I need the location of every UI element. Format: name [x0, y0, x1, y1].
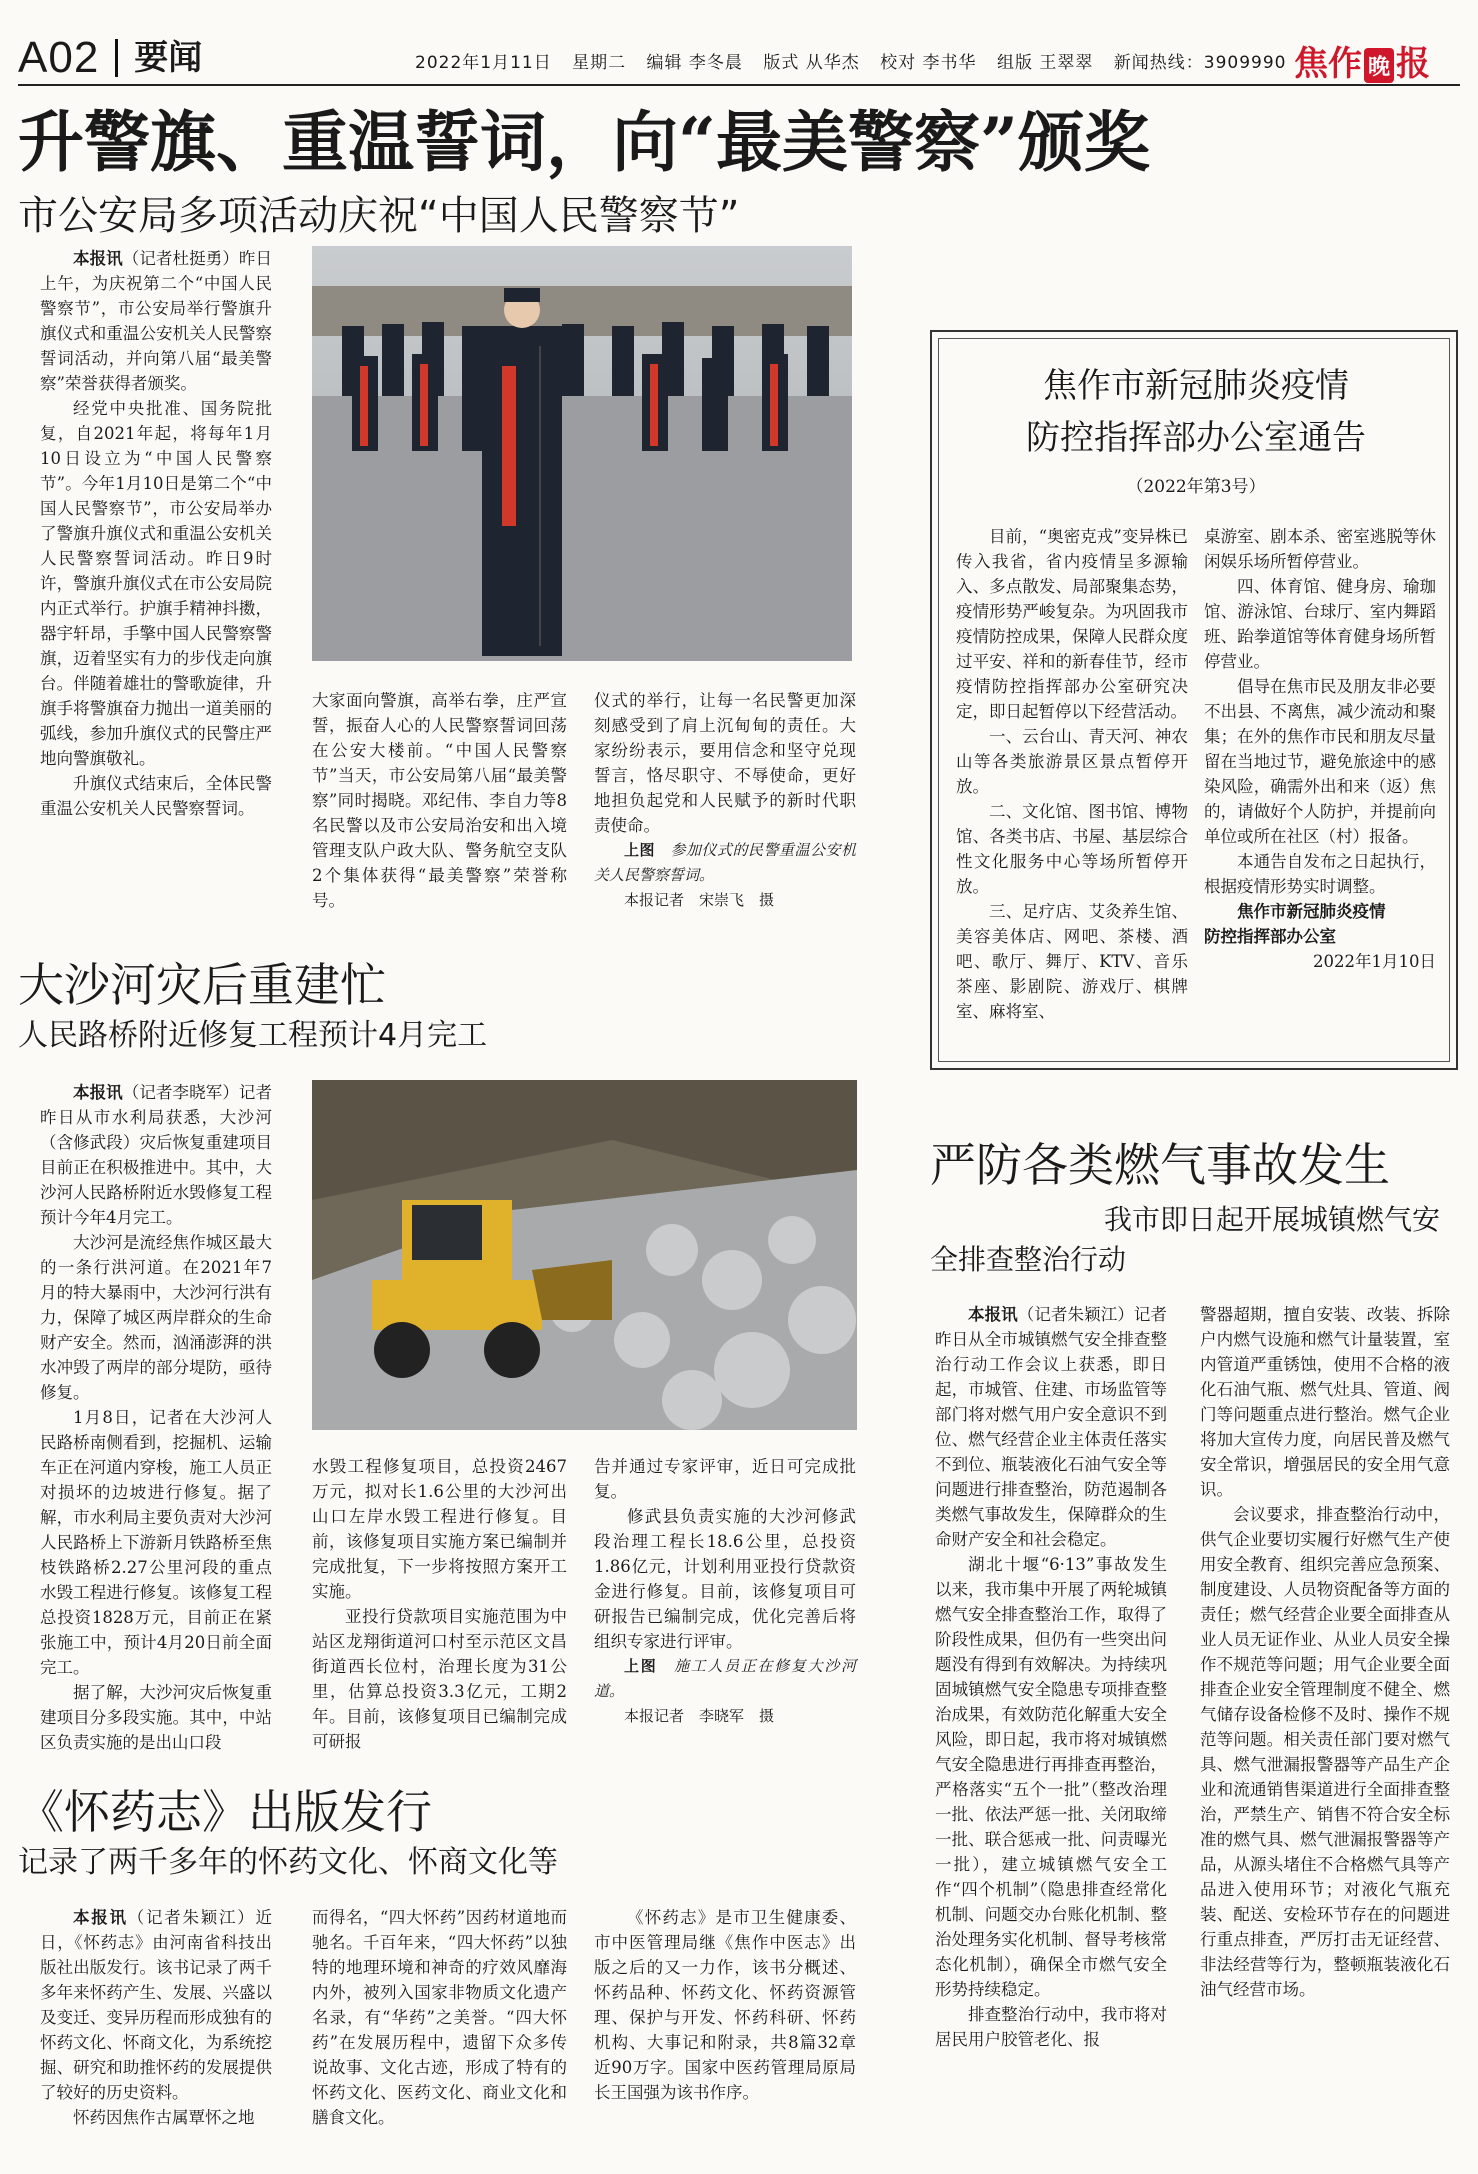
story1-para: 大家面向警旗，高举右拳，庄严宣誓，振奋人心的人民警察誓词回荡在公安大楼前。“中国人民警察节”当天，市公安局第八届“最美警察”同时揭晓。邓纪伟、李自力等8名民警以及市公安局治安和出入境管理支队户政大队、警务航空支队2个集体获得“最美警察”荣誉称号。	[312, 691, 567, 910]
story4-para: 而得名，“四大怀药”因药材道地而驰名。千百年来，“四大怀药”以独特的地理环境和神奇的疗效风靡海内外，被列入国家非物质文化遗产名录，有“华药”之美誉。“四大怀药”在发展历程中，遗留下众多传说故事、文化古迹，形成了特有的怀药文化、医药文化、商业文化和膳食文化。	[312, 1908, 567, 2127]
story1-para: 经党中央批准、国务院批复，自2021年起，将每年1月10日设立为“中国人民警察节”。今年1月10日是第二个“中国人民警察节”，市公安局举办了警旗升旗仪式和重温公安机关人民警察誓词活动。昨日9时许，警旗升旗仪式在市公安局院内正式举行。护旗手精神抖擞，器宇轩昂，手擎中国人民警察警旗，迈着坚实有力的步伐走向旗台。伴随着雄壮的警歌旋律，升旗手将警旗奋力抛出一道美丽的弧线，参加升旗仪式的民警庄严地向警旗敬礼。	[40, 399, 272, 768]
caption-label: 上图	[624, 1657, 658, 1675]
story3-col1	[935, 1302, 1167, 2052]
newspaper-logo	[1294, 36, 1430, 85]
header-proof: 校对 李书华	[880, 53, 977, 73]
story1-credit: 本报记者 宋崇飞 摄	[624, 891, 775, 909]
story3-lead-label: 本报讯	[968, 1305, 1018, 1324]
story1-col1	[40, 246, 272, 821]
notice-col1	[956, 524, 1188, 1024]
story4-para: 怀药因焦作古属覃怀之地	[73, 2108, 255, 2127]
story2-caption: 施工人员正在修复大沙河道。	[594, 1657, 856, 1700]
page-header-left	[18, 34, 202, 82]
notice-signature: 焦作市新冠肺炎疫情	[1237, 902, 1386, 921]
story2-photo	[312, 1080, 857, 1430]
story4-lead-label: 本报讯	[73, 1908, 128, 1927]
story2-col1	[40, 1080, 272, 1755]
header-date: 2022年1月11日	[415, 53, 552, 73]
story2-para: 亚投行贷款项目实施范围为中站区龙翔街道河口村至示范区文昌街道西长位村，治理长度为31公里，估算总投资3.3亿元，工期2年。目前，该修复项目已编制完成可研报	[312, 1607, 567, 1751]
header-weekday: 星期二	[572, 53, 627, 73]
story3-para: 排查整治行动中，我市将对居民用户胶管老化、报	[935, 2005, 1167, 2049]
notice-para: 目前，“奥密克戎”变异株已传入我省，省内疫情呈多源输入、多点散发、局部聚集态势，疫情形势严峻复杂。为巩固我市疫情防控成果，保障人民群众度过平安、祥和的新春佳节，经市疫情防控指挥部办公室研究决定，即日起暂停以下经营活动。	[956, 527, 1188, 721]
page-header-info	[415, 48, 1301, 73]
logo-text-right: 报	[1396, 44, 1430, 84]
notice-signature: 防控指挥部办公室	[1204, 927, 1336, 946]
header-layout: 版式 从华杰	[763, 53, 860, 73]
notice-col2	[1204, 524, 1436, 974]
notice-title-line: 防控指挥部办公室通告	[1026, 418, 1366, 458]
story2-para: 水毁工程修复项目，总投资2467万元，拟对长1.6公里的大沙河出山口左岸水毁工程进行修复。目前，该修复项目实施方案已编制并完成批复，下一步将按照方案开工实施。	[312, 1457, 567, 1601]
story1-headline: 升警旗、重温誓词，向“最美警察”颁奖	[18, 103, 1150, 181]
story4-headline: 《怀药志》出版发行	[18, 1785, 432, 1839]
story3-para: 会议要求，排查整治行动中，供气企业要切实履行好燃气生产使用安全教育、组织完善应急预案、制度建设、人员物资配备等方面的责任；燃气经营企业要全面排查从业人员无证作业、从业人员安全操作不规范等问题；用气企业要全面排查企业安全管理制度不健全、燃气储存设备检修不及时、操作不规范等问题。相关责任部门要对燃气具、燃气泄漏报警器等产品生产企业和流通销售渠道进行全面排查整治，严禁生产、销售不符合安全标准的燃气具、燃气泄漏报警器等产品，从源头堵住不合格燃气具等产品进入使用环节；对液化气瓶充装、配送、安检环节存在的问题进行重点排查，严厉打击无证经营、非法经营等行为，整顿瓶装液化石油气经营市场。	[1200, 1505, 1450, 1999]
story3-col2	[1200, 1302, 1450, 2002]
logo-badge: 晚	[1364, 48, 1394, 83]
story2-para: （记者李晓军）记者昨日从市水利局获悉，大沙河（含修武段）灾后恢复重建项目目前正在积极推进中。其中，大沙河人民路桥附近水毁修复工程预计今年4月完工。	[40, 1083, 273, 1227]
notice-number: （2022年第3号）	[1126, 477, 1266, 497]
story4-col3	[594, 1905, 856, 2105]
caption-label: 上图	[624, 841, 655, 859]
police-ceremony-photo	[312, 246, 852, 661]
notice-para: 桌游室、剧本杀、密室逃脱等休闲娱乐场所暂停营业。	[1204, 527, 1436, 571]
story4-col1	[40, 1905, 272, 2130]
story2-col2	[312, 1454, 567, 1754]
river-repair-photo	[312, 1080, 857, 1430]
story2-credit: 本报记者 李晓军 摄	[624, 1707, 775, 1725]
story3-para: 警器超期，擅自安装、改装、拆除户内燃气设施和燃气计量装置，室内管道严重锈蚀，使用不合格的液化石油气瓶、燃气灶具、管道、阀门等问题重点进行整治。燃气企业将加大宣传力度，向居民普及燃气安全常识，增强居民的安全用气意识。	[1200, 1305, 1450, 1499]
story1-subhead: 市公安局多项活动庆祝“中国人民警察节”	[18, 193, 740, 239]
story2-headline: 大沙河灾后重建忙	[18, 958, 386, 1012]
story2-para: 据了解，大沙河灾后恢复重建项目分多段实施。其中，中站区负责实施的是出山口段	[40, 1683, 272, 1752]
story2-lead-label: 本报讯	[73, 1083, 123, 1102]
story2-para: 1月8日，记者在大沙河人民路桥南侧看到，挖掘机、运输车正在河道内穿梭，施工人员正对损坏的边坡进行修复。据了解，市水利局主要负责对大沙河人民路桥上下游新月铁路桥至焦枝铁路桥2.27公里河段的重点水毁工程进行修复。该修复工程总投资1828万元，目前正在紧张施工中，预计4月20日前全面完工。	[40, 1408, 272, 1677]
story3-subhead-line: 我市即日起开展城镇燃气安	[1103, 1203, 1440, 1236]
story2-subhead: 人民路桥附近修复工程预计4月完工	[18, 1018, 488, 1053]
story4-para: （记者朱颖江）近日，《怀药志》由河南省科技出版社出版发行。该书记录了两千多年来怀药产生、发展、兴盛以及变迁、变异历程而形成独有的怀药文化、怀商文化，为系统挖掘、研究和助推怀药的发展提供了较好的历史资料。	[40, 1908, 272, 2102]
header-hotline: 新闻热线：3909990	[1113, 53, 1287, 73]
story1-para: 升旗仪式结束后，全体民警重温公安机关人民警察誓词。	[40, 774, 272, 818]
story3-para: （记者朱颖江）记者昨日从全市城镇燃气安全排查整治行动工作会议上获悉，即日起，市城管、住建、市场监管等部门将对燃气用户安全意识不到位、燃气经营企业主体责任落实不到位、瓶装液化石油气安全等问题进行排查整治，防范遏制各类燃气事故发生，保障群众的生命财产安全和社会稳定。	[935, 1305, 1168, 1549]
story2-para: 告并通过专家评审，近日可完成批复。	[594, 1457, 856, 1501]
header-group: 组版 王翠翠	[996, 53, 1094, 73]
story1-caption: 参加仪式的民警重温公安机关人民警察誓词。	[594, 841, 856, 884]
story4-col2	[312, 1905, 567, 2130]
story1-lead-label: 本报讯	[73, 249, 123, 268]
notice-para: 二、文化馆、图书馆、博物馆、各类书店、书屋、基层综合性文化服务中心等场所暂停开放。	[956, 802, 1188, 896]
notice-para: 倡导在焦市民及朋友非必要不出县、不离焦，减少流动和聚集；在外的焦作市民和朋友尽量留在当地过节，避免旅途中的感染风险，确需外出和来（返）焦的，请做好个人防护，并提前向单位或所在社区（村）报备。	[1204, 677, 1436, 846]
notice-para: 一、云台山、青天河、神农山等各类旅游景区景点暂停开放。	[956, 727, 1188, 796]
notice-date: 2022年1月10日	[1313, 952, 1436, 971]
header-editor: 编辑 李冬晨	[646, 53, 743, 73]
notice-para: 本通告自发布之日起执行，根据疫情形势实时调整。	[1204, 852, 1436, 896]
story4-subhead: 记录了两千多年的怀药文化、怀商文化等	[18, 1845, 558, 1880]
story1-para: （记者杜挺勇）昨日上午，为庆祝第二个“中国人民警察节”，市公安局举行警旗升旗仪式和重温公安机关人民警察誓词活动，并向第八届“最美警察”荣誉获得者颁奖。	[40, 249, 273, 393]
story1-col2	[312, 688, 567, 913]
logo-text-left: 焦作	[1293, 44, 1362, 84]
story2-para: 大沙河是流经焦作城区最大的一条行洪河道。在2021年7月的特大暴雨中，大沙河行洪有力，保障了城区两岸群众的生命财产安全。然而，汹涌澎湃的洪水冲毁了两岸的部分堤防，亟待修复。	[40, 1233, 272, 1402]
story1-para: 仪式的举行，让每一名民警更加深刻感受到了肩上沉甸甸的责任。大家纷纷表示，要用信念和坚守兑现誓言，恪尽职守、不辱使命，更好地担负起党和人民赋予的新时代职责使命。	[594, 691, 856, 835]
story3-subhead	[930, 1200, 1458, 1280]
header-rule	[18, 84, 1460, 86]
page-number: A02	[18, 33, 100, 82]
epidemic-notice	[930, 330, 1458, 1070]
notice-title-line: 焦作市新冠肺炎疫情	[1043, 366, 1349, 406]
story3-para: 湖北十堰“6·13”事故发生以来，我市集中开展了两轮城镇燃气安全排查整治工作，取得了阶段性成果，但仍有一些突出问题没有得到有效解决。为持续巩固城镇燃气安全隐患专项排查整治成果，有效防范化解重大安全风险，即日起，我市将对城镇燃气安全隐患进行再排查再整治，严格落实“五个一批”（整改治理一批、依法严惩一批、关闭取缔一批、联合惩戒一批、问责曝光一批），建立城镇燃气安全工作“四个机制”（隐患排查经常化机制、问题交办台账化机制、整治处理务实化机制、督导考核常态化机制），确保全市燃气安全形势持续稳定。	[935, 1555, 1167, 1999]
story3-headline: 严防各类燃气事故发生	[930, 1138, 1390, 1192]
story1-photo	[312, 246, 852, 661]
story4-para: 《怀药志》是市卫生健康委、市中医管理局继《焦作中医志》出版之后的又一力作，该书分概述、怀药品种、怀药文化、怀药资源管理、保护与开发、怀药科研、怀药机构、大事记和附录，共8篇32章近90万字。国家中医药管理局原局长王国强为该书作序。	[594, 1908, 856, 2102]
story1-col3	[594, 688, 856, 913]
story3-subhead-line: 全排查整治行动	[930, 1243, 1127, 1276]
notice-para: 三、足疗店、艾灸养生馆、美容美体店、网吧、茶楼、酒吧、歌厅、舞厅、KTV、音乐茶座、影剧院、游戏厅、棋牌室、麻将室、	[956, 902, 1188, 1021]
section-name: 要闻	[115, 39, 202, 77]
notice-para: 四、体育馆、健身房、瑜珈馆、游泳馆、台球厅、室内舞蹈班、跆拳道馆等体育健身场所暂停营业。	[1204, 577, 1436, 671]
story2-para: 修武县负责实施的大沙河修武段治理工程长18.6公里，总投资1.86亿元，计划利用亚投行贷款资金进行修复。目前，该修复项目可研报告已编制完成，优化完善后将组织专家进行评审。	[594, 1507, 856, 1651]
notice-title	[952, 360, 1440, 464]
story2-col3	[594, 1454, 856, 1729]
